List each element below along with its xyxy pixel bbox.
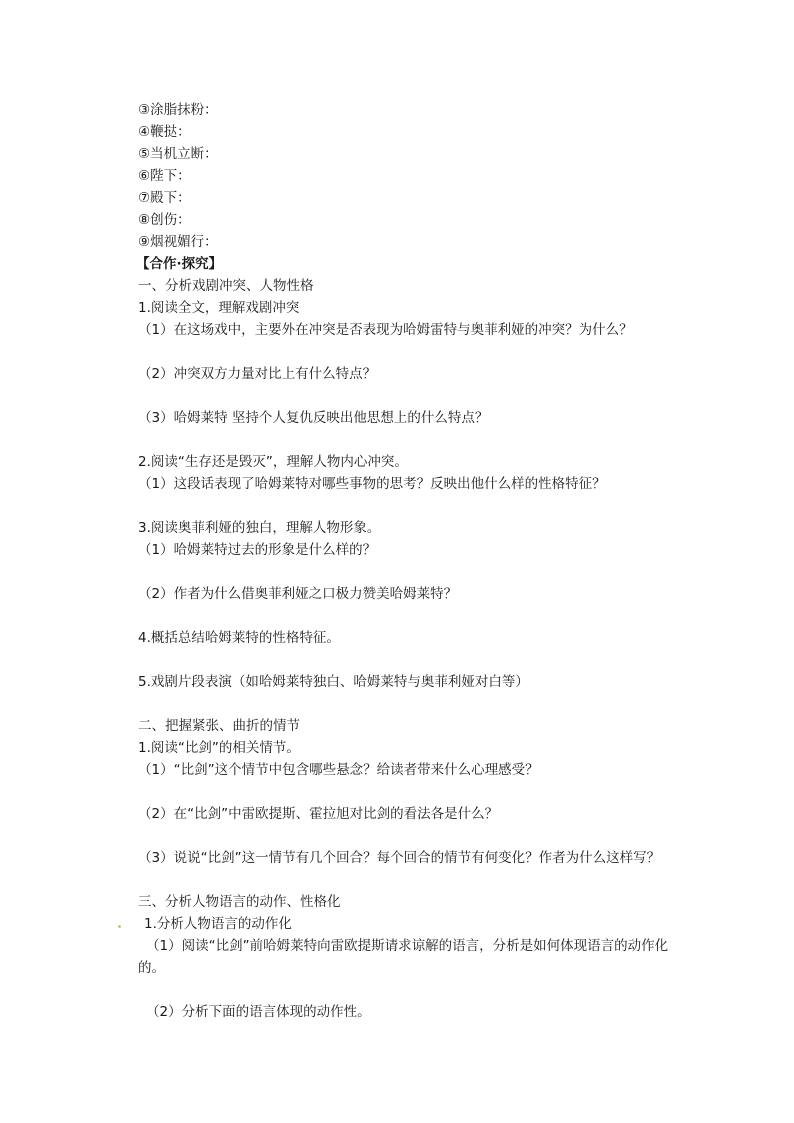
vocab-item-7: ⑦殿下： [138,190,191,206]
part3-title: 三、分析人物语言的动作、性格化 [138,894,341,910]
vocab-item-6: ⑥陛下： [138,168,191,184]
vocab-item-3: ③涂脂抹粉： [138,102,218,118]
part1-question-1-1: （1）在这场戏中，主要外在冲突是否表现为哈姆雷特与奥菲利娅的冲突？为什么？ [138,322,633,338]
part1-question-1-2: （2）冲突双方力量对比上有什么特点？ [138,366,377,382]
part1-question-3-1: （1）哈姆莱特过去的形象是什么样的？ [138,542,377,558]
part3-question-1-2: （2）分析下面的语言体现的动作性。 [146,1004,371,1020]
vocab-item-9: ⑨烟视媚行： [138,234,218,250]
part3-question-1: 1.分析人物语言的动作化 [144,916,292,932]
part2-title: 二、把握紧张、曲折的情节 [138,718,300,734]
part1-question-3-2: （2）作者为什么借奥菲利娅之口极力赞美哈姆莱特？ [138,586,458,602]
part1-question-4: 4.概括总结哈姆莱特的性格特征。 [138,630,340,646]
part2-question-1: 1.阅读“比剑”的相关情节。 [138,740,300,756]
vocab-item-8: ⑧创伤： [138,212,191,228]
vocab-item-4: ④鞭挞： [138,124,191,140]
part1-question-3: 3.阅读奥菲利娅的独白，理解人物形象。 [138,520,381,536]
part1-question-1: 1.阅读全文，理解戏剧冲突 [138,300,300,316]
section-heading: 【合作·探究】 [136,256,223,272]
part1-question-5: 5.戏剧片段表演（如哈姆莱特独白、哈姆莱特与奥菲利娅对白等） [138,674,529,690]
stray-dot-mark [118,925,121,928]
part1-title: 一、分析戏剧冲突、人物性格 [138,278,314,294]
part1-question-2-1: （1）这段话表现了哈姆莱特对哪些事物的思考？反映出他什么样的性格特征？ [138,476,606,492]
part2-question-1-1: （1）“比剑”这个情节中包含哪些悬念？给读者带来什么心理感受？ [138,762,539,778]
part1-question-2: 2.阅读“生存还是毁灭”，理解人物内心冲突。 [138,454,408,470]
part2-question-1-2: （2）在“比剑”中雷欧提斯、霍拉旭对比剑的看法各是什么？ [138,806,499,822]
vocab-item-5: ⑤当机立断： [138,146,218,162]
part2-question-1-3: （3）说说“比剑”这一情节有几个回合？每个回合的情节有何变化？作者为什么这样写？ [138,850,661,866]
part1-question-1-3: （3）哈姆莱特 坚持个人复仇反映出他思想上的什么特点？ [138,410,489,426]
part3-question-1-1: （1）阅读“比剑”前哈姆莱特向雷欧提斯请求谅解的语言，分析是如何体现语言的动作化的。 [138,938,669,976]
